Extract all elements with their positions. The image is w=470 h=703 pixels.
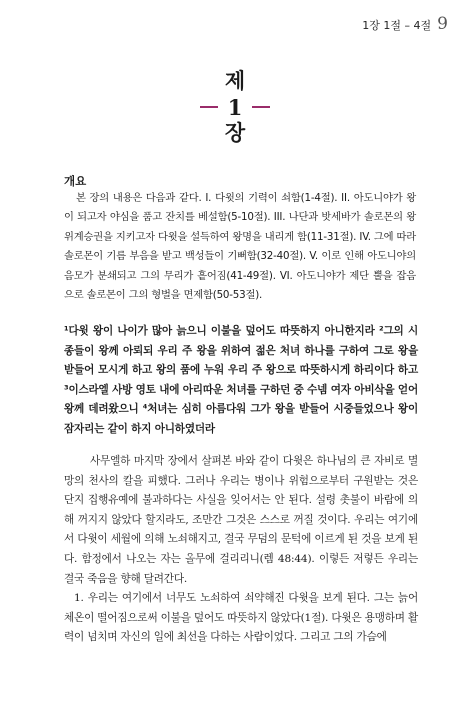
chapter-heading [0, 68, 470, 146]
chapter-word-top: 제 [224, 68, 246, 93]
chapter-word-bottom: 장 [224, 120, 246, 145]
summary-paragraph: 본 장의 내용은 다음과 같다. I. 다윗의 기력이 쇠함(1-4절). II. 아도니야가 왕이 되고자 야심을 품고 잔치를 베설함(5-10절). III. 나단과 밧세바가 솔로몬의 왕위계승권을 지키고자 다윗을 설득하여 왕명을 내리게 함(11-31절). IV. 그에 따라 솔로몬이 기름 부음을 받고 백성들이 기뻐함(32-40절). V. 이로 인해 아도니야의 음모가 분쇄되고 그의 무리가 흩어짐(41-49절). VI. 아도니야가 제단 뿔을 잡음으로 솔로몬이 그의 형벌을 면제함(50-53절). [64, 192, 416, 302]
running-head [362, 14, 448, 34]
commentary-paragraph: 사무엘하 마지막 장에서 살펴본 바와 같이 다윗은 하나님의 큰 자비로 멸망의 천사의 칼을 피했다. 그러나 우리는 병이나 위험으로부터 구원받는 것은 단지 집행유예에 불과하다는 사실을 잊어서는 안 된다. 설령 촛불이 바람에 의해 꺼지지 않았다 할지라도, 조만간 그것은 스스로 꺼질 것이다. 우리는 여기에서 다윗이 세월에 의해 노쇠해지고, 결국 무덤의 문턱에 이르게 된 것을 보게 된다. 함정에서 나오는 자는 올무에 걸리리니(렘 48:44). 이렇든 저렇든 우리는 결국 죽음을 향해 달려간다. [64, 455, 418, 585]
scripture-passage [64, 322, 418, 440]
commentary-body [64, 452, 418, 648]
chapter-number-row [0, 94, 470, 120]
commentary-point-1: 1. 우리는 여기에서 너무도 노쇠하여 쇠약해진 다윗을 보게 된다. 그는 늙어 체온이 떨어짐으로써 이불을 덮어도 따뜻하지 않았다(1절). 다윗은 용맹하며 활력이 넘치며 자신의 일에 최선을 다하는 사람이었다. 그리고 그의 가슴에 [64, 592, 418, 644]
section-title: 개요 [64, 174, 87, 188]
summary-block [64, 189, 416, 305]
chapter-rule-right [252, 106, 270, 108]
chapter-rule-left [200, 106, 218, 108]
chapter-number: 1 [227, 94, 243, 120]
scripture-text: ¹다윗 왕이 나이가 많아 늙으니 이불을 덮어도 따뜻하지 아니한지라 ²그의 시종들이 왕께 아뢰되 우리 주 왕을 위하여 젊은 처녀 하나를 구하여 그로 왕을 받들어 모시게 하고 왕의 품에 누워 우리 주 왕으로 따뜻하시게 하리이다 하고 ³이스라엘 사방 영토 내에 아리따운 처녀를 구하던 중 수넴 여자 아비삭을 얻어 왕께 데려왔으니 ⁴처녀는 심히 아름다워 그가 왕을 받들어 시중들었으나 왕이 잠자리는 같이 하지 아니하였더라 [64, 325, 418, 435]
running-head-label: 1장 1절 – 4절 [362, 19, 432, 32]
page-number: 9 [437, 14, 448, 34]
